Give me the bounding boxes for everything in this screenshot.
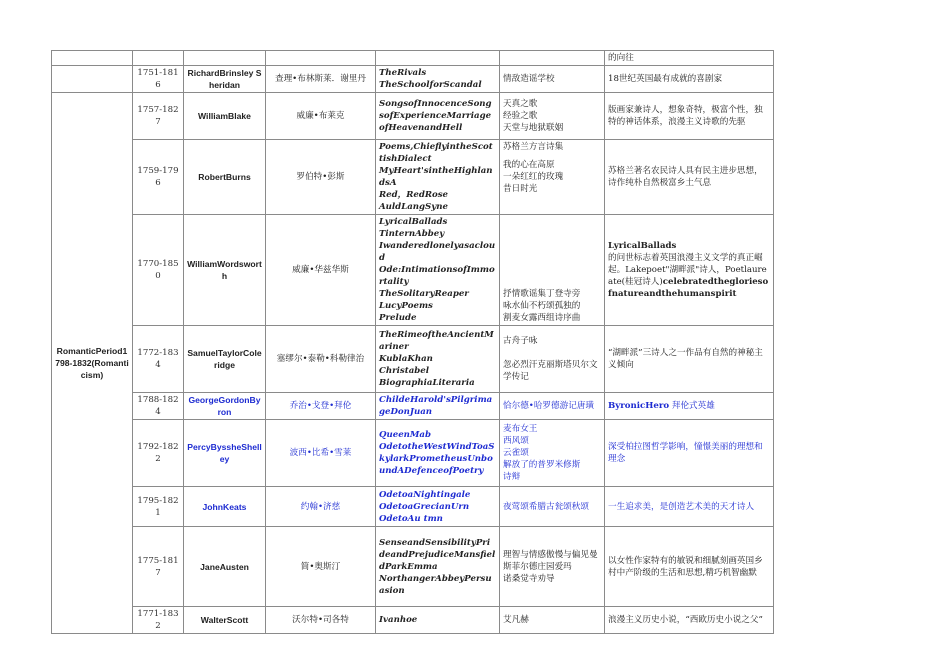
note-cell: 深受柏拉图哲学影响，憧憬美丽的理想和理念	[605, 420, 774, 487]
work-cn: 忽必烈汗克丽斯塔贝尔文学传记	[503, 360, 598, 382]
works-cell	[376, 51, 500, 66]
chinese-name-cell: 威廉•布莱克	[266, 93, 376, 140]
work-title: LucyPoems	[379, 301, 433, 311]
work-title: OdetoaNightingale	[379, 489, 471, 500]
work-title: KublaKhan	[379, 354, 433, 364]
note-cell	[605, 215, 774, 326]
work-title: tmn	[423, 513, 443, 524]
works-cell	[376, 527, 500, 607]
chinese-name-cell: 威廉•华兹华斯	[266, 215, 376, 326]
years-cell: 1788-1824	[133, 393, 184, 420]
work-title: OdetoAu	[379, 513, 421, 524]
work-title: TheRivals	[379, 68, 427, 78]
works-cn-cell: 艾凡赫	[500, 607, 605, 634]
work-cn: 古舟子咏	[503, 336, 538, 346]
period-cell-previous	[52, 51, 133, 66]
works-cn-cell: 恰尔德•哈罗德游记唐璜	[500, 393, 605, 420]
work-title: OdetotheWestWindToaSkylarkPrometheusUnboundADefenceofPoetry	[379, 442, 495, 476]
work-title: NorthangerAbbeyPersuasion	[379, 573, 492, 596]
work-cn: 诺桑觉寺劝导	[503, 573, 555, 584]
english-name-cell: WalterScott	[184, 607, 266, 634]
chinese-name-cell: 波西•比希•雪莱	[266, 420, 376, 487]
note-cell: 版画家兼诗人，想象奇特，极富个性，独特的神话体系，浪漫主义诗歌的先驱	[605, 93, 774, 140]
work-cn: 解放了的普罗米修斯	[503, 460, 581, 470]
work-cn: 苏格兰方言诗集	[503, 142, 564, 152]
table-row-blake	[52, 93, 774, 140]
chinese-name-cell: 罗伯特•彭斯	[266, 140, 376, 215]
years-cell	[133, 51, 184, 66]
work-title: TheRimeoftheAncientMariner	[379, 330, 494, 352]
work-cn: 天真之歌	[503, 99, 538, 109]
note-cell: 以女性作家特有的敏锐和细腻刻画英国乡村中产阶级的生活和思想,精巧机智幽默	[605, 527, 774, 607]
table-row-shelley	[52, 420, 774, 487]
work-cn: 昔日时光	[503, 184, 538, 194]
chinese-name-cell: 查理•布林斯莱．谢里丹	[266, 66, 376, 93]
work-cn: 一朵红红的玫瑰	[503, 172, 564, 182]
work-cn: 经验之歌	[503, 111, 538, 121]
english-name-cell: RichardBrinsley Sheridan	[184, 66, 266, 93]
english-name-cell	[184, 51, 266, 66]
years-cell: 1792-1822	[133, 420, 184, 487]
note-bold: LyricalBallads	[608, 241, 677, 251]
note-cell: 18世纪英国最有成就的喜剧家	[605, 66, 774, 93]
years-cell: 1770-1850	[133, 215, 184, 326]
table-row-sheridan	[52, 66, 774, 93]
work-cn: 理智与情感傲慢与偏见曼斯菲尔德庄园爱玛	[503, 549, 598, 572]
note-cell: 浪漫主义历史小说，“西欧历史小说之父”	[605, 607, 774, 634]
english-name-cell: GeorgeGordonByron	[184, 393, 266, 420]
chinese-name-cell: 沃尔特•司各特	[266, 607, 376, 634]
works-cell	[376, 420, 500, 487]
work-title: Poems,ChieflyintheScottishDialect	[379, 142, 493, 164]
table-row-byron	[52, 393, 774, 420]
note-cell: 一生追求美，是创造艺术美的天才诗人	[605, 487, 774, 527]
note-cell: “湖畔派”三诗人之一作品有自然的神秘主义倾向	[605, 326, 774, 393]
literature-table	[51, 50, 774, 634]
table-row-coleridge	[52, 326, 774, 393]
english-name-cell: RobertBurns	[184, 140, 266, 215]
works-cell	[376, 487, 500, 527]
work-cn: 诗辩	[503, 472, 521, 482]
note-bold: ByronicHero	[608, 401, 670, 411]
chinese-name-cell: 简•奥斯汀	[266, 527, 376, 607]
works-cn-cell: 夜莺颂希腊古瓮颂秋颂	[500, 487, 605, 527]
note-bold: celebratedthegloriesofnatureandthehumanspirit	[608, 277, 769, 299]
note-cell: 苏格兰著名农民诗人具有民主进步思想，诗作纯朴自然极富乡土气息	[605, 140, 774, 215]
table-row-scott	[52, 607, 774, 634]
work-title: Ode:IntimationsofImmortality	[379, 265, 495, 287]
period-cell-previous	[52, 66, 133, 93]
years-cell: 1759-1796	[133, 140, 184, 215]
work-title: SenseandSensibilityPrideandPrejudiceMansfieldParkEmma	[379, 537, 496, 572]
works-cell	[376, 326, 500, 393]
work-title: BiographiaLiteraria	[379, 378, 475, 388]
work-title: OdetoaGrecianUrn	[379, 501, 470, 512]
years-cell: 1775-1817	[133, 527, 184, 607]
spacer	[503, 347, 601, 359]
works-cn-cell: 情敌造谣学校	[500, 66, 605, 93]
table-row-austen	[52, 527, 774, 607]
works-cn-cell	[500, 51, 605, 66]
chinese-name-cell: 约翰•济慈	[266, 487, 376, 527]
work-cn: 西风颂	[503, 436, 529, 446]
work-cn: 我的心在高原	[503, 160, 555, 170]
chinese-name-cell: 乔治•戈登•拜伦	[266, 393, 376, 420]
work-cn: 割麦女露西组诗序曲	[503, 313, 581, 323]
period-cell: RomanticPeriod1798-1832(Romanticism)	[52, 93, 133, 634]
years-cell: 1772-1834	[133, 326, 184, 393]
table-row-wordsworth	[52, 215, 774, 326]
work-title: AuldLangSyne	[379, 202, 448, 212]
english-name-cell: JohnKeats	[184, 487, 266, 527]
years-cell: 1771-1832	[133, 607, 184, 634]
work-cn: 云雀颂	[503, 448, 529, 458]
english-name-cell: PercyByssheShelley	[184, 420, 266, 487]
table-row-keats	[52, 487, 774, 527]
works-cn-cell	[500, 93, 605, 140]
years-cell: 1795-1821	[133, 487, 184, 527]
works-cell	[376, 215, 500, 326]
work-title: QueenMab	[379, 430, 432, 440]
work-cn: 麦布女王	[503, 424, 538, 434]
work-title: Red，RedRose	[379, 190, 449, 200]
work-title: Iwanderedlonelyasacloud	[379, 241, 496, 263]
works-cell: SongsofInnocenceSongsofExperienceMarriageofHeavenandHell	[376, 93, 500, 140]
english-name-cell: WilliamWordsworth	[184, 215, 266, 326]
years-cell: 1757-1827	[133, 93, 184, 140]
works-cn-cell	[500, 140, 605, 215]
english-name-cell: JaneAusten	[184, 527, 266, 607]
work-title: TheSchoolforScandal	[379, 80, 482, 90]
table-row-continuation	[52, 51, 774, 66]
work-title: Prelude	[379, 313, 417, 323]
note-cell	[605, 393, 774, 420]
english-name-cell: SamuelTaylorColeridge	[184, 326, 266, 393]
note-text: 拜伦式英雄	[671, 401, 715, 411]
works-cn-cell	[500, 527, 605, 607]
work-title: TheSolitaryReaper	[379, 289, 469, 299]
note-cell: 的向往	[605, 51, 774, 66]
work-title: TinternAbbey	[379, 229, 445, 239]
work-title: MyHeart'sintheHighlandsA	[379, 166, 493, 188]
work-cn: 天堂与地狱联姻	[503, 123, 564, 133]
works-cell	[376, 140, 500, 215]
work-title: LyricalBallads	[379, 217, 448, 227]
works-cell: ChildeHarold'sPilgrimageDonJuan	[376, 393, 500, 420]
works-cell: Ivanhoe	[376, 607, 500, 634]
works-cn-cell	[500, 420, 605, 487]
works-cell	[376, 66, 500, 93]
english-name-cell: WilliamBlake	[184, 93, 266, 140]
chinese-name-cell	[266, 51, 376, 66]
works-cn-cell	[500, 215, 605, 326]
chinese-name-cell: 塞缪尔•泰勒•科勒律治	[266, 326, 376, 393]
years-cell: 1751-1816	[133, 66, 184, 93]
note-text: 的问世标志着英国浪漫主义文学的真正崛起。Lakepoet"湖畔派"诗人，Poetlaureate(桂冠诗人)	[608, 253, 767, 287]
works-cn-cell	[500, 326, 605, 393]
table-row-burns	[52, 140, 774, 215]
work-cn: 抒情歌谣集丁登寺旁	[503, 289, 581, 299]
work-title: Christabel	[379, 366, 429, 376]
work-cn: 咏水仙不朽颂孤独的	[503, 301, 581, 311]
